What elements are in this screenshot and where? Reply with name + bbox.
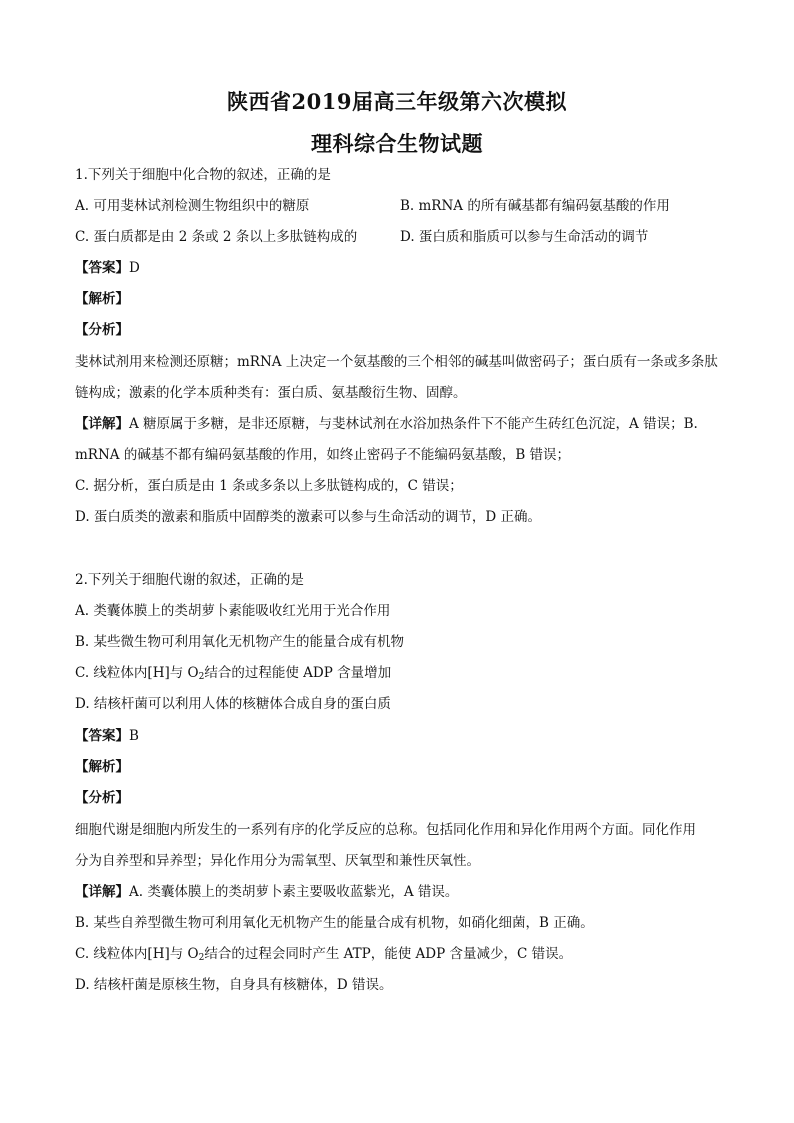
question-2-jiexi-tag (75, 758, 725, 776)
question-1-analysis-line-2: 链构成；激素的化学本质种类有：蛋白质、氨基酸衍生物、固醇。 (75, 385, 467, 401)
subscript: 2 (198, 672, 205, 682)
detail-c-text-rest: 结合的过程会同时产生 ATP，能使 ADP 含量减少，C 错误。 (204, 946, 573, 962)
question-2-detail-line-2: B. 某些自养型微生物可利用氧化无机物产生的能量合成有机物，如硝化细菌，B 正确。 (75, 915, 594, 931)
jiexi-tag: 【解析】 (75, 291, 129, 307)
page-subtitle: 理科综合生物试题 (311, 131, 483, 156)
jiexi-tag: 【解析】 (75, 759, 129, 775)
question-1-option-a: A. 可用斐林试剂检测生物组织中的糖原 (75, 198, 310, 214)
question-2-stem: 2.下列关于细胞代谢的叙述，正确的是 (75, 572, 304, 588)
option-c-text: C. 线粒体内[H]与 O (75, 665, 199, 681)
question-2-option-b: B. 某些微生物可利用氧化无机物产生的能量合成有机物 (75, 634, 405, 650)
answer-tag: 【答案】 (75, 728, 129, 744)
detail-text: A. 类囊体膜上的类胡萝卜素主要吸收蓝紫光，A 错误。 (129, 884, 459, 900)
question-1-stem: 1.下列关于细胞中化合物的叙述，正确的是 (75, 167, 331, 183)
question-1-jiexi-tag (75, 290, 725, 308)
answer-value: B (129, 728, 139, 744)
question-2-detail-line-4: D. 结核杆菌是原核生物，自身具有核糖体，D 错误。 (75, 977, 393, 993)
fenxi-tag: 【分析】 (75, 790, 129, 806)
question-2-analysis-line-1: 细胞代谢是细胞内所发生的一系列有序的化学反应的总称。包括同化作用和异化作用两个方面。同化作用 (75, 822, 696, 838)
subscript: 2 (198, 953, 205, 963)
question-1-detail-line-4: D. 蛋白质类的激素和脂质中固醇类的激素可以参与生命活动的调节，D 正确。 (75, 509, 542, 525)
question-1-option-d: D. 蛋白质和脂质可以参与生命活动的调节 (400, 229, 649, 245)
question-1-option-b: B. mRNA 的所有碱基都有编码氨基酸的作用 (400, 198, 670, 214)
detail-tag: 【详解】 (75, 416, 129, 432)
question-2-option-c (75, 664, 725, 682)
question-2-detail-line-3 (75, 945, 725, 963)
question-1-option-c: C. 蛋白质都是由 2 条或 2 条以上多肽链构成的 (75, 229, 358, 245)
answer-value: D (129, 260, 140, 276)
detail-tag: 【详解】 (75, 884, 129, 900)
question-2-fenxi-tag (75, 789, 725, 807)
option-c-text-rest: 结合的过程能使 ADP 含量增加 (204, 665, 392, 681)
question-2-option-a: A. 类囊体膜上的类胡萝卜素能吸收红光用于光合作用 (75, 603, 391, 619)
question-1-analysis-line-1: 斐林试剂用来检测还原糖；mRNA 上决定一个氨基酸的三个相邻的碱基叫做密码子；蛋白质有一条或多条肽 (75, 354, 718, 370)
question-1-detail-line-1 (75, 415, 725, 433)
question-2-detail-line-1 (75, 883, 725, 901)
detail-text: A 糖原属于多糖，是非还原糖，与斐林试剂在水浴加热条件下不能产生砖红色沉淀，A 错误；B. (129, 416, 698, 432)
question-1-answer (75, 259, 725, 277)
question-1-fenxi-tag (75, 321, 725, 339)
question-2-answer (75, 727, 725, 745)
fenxi-tag: 【分析】 (75, 322, 129, 338)
question-1-detail-line-3: C. 据分析，蛋白质是由 1 条或多条以上多肽链构成的，C 错误； (75, 478, 463, 494)
question-1-detail-line-2: mRNA 的碱基不都有编码氨基酸的作用，如终止密码子不能编码氨基酸，B 错误； (75, 447, 571, 463)
answer-tag: 【答案】 (75, 260, 129, 276)
question-2-option-d: D. 结核杆菌可以利用人体的核糖体合成自身的蛋白质 (75, 696, 391, 712)
detail-c-text: C. 线粒体内[H]与 O (75, 946, 199, 962)
question-2-analysis-line-2: 分为自养型和异养型；异化作用分为需氧型、厌氧型和兼性厌氧性。 (75, 853, 480, 869)
page-title: 陕西省2019届高三年级第六次模拟 (227, 89, 567, 114)
